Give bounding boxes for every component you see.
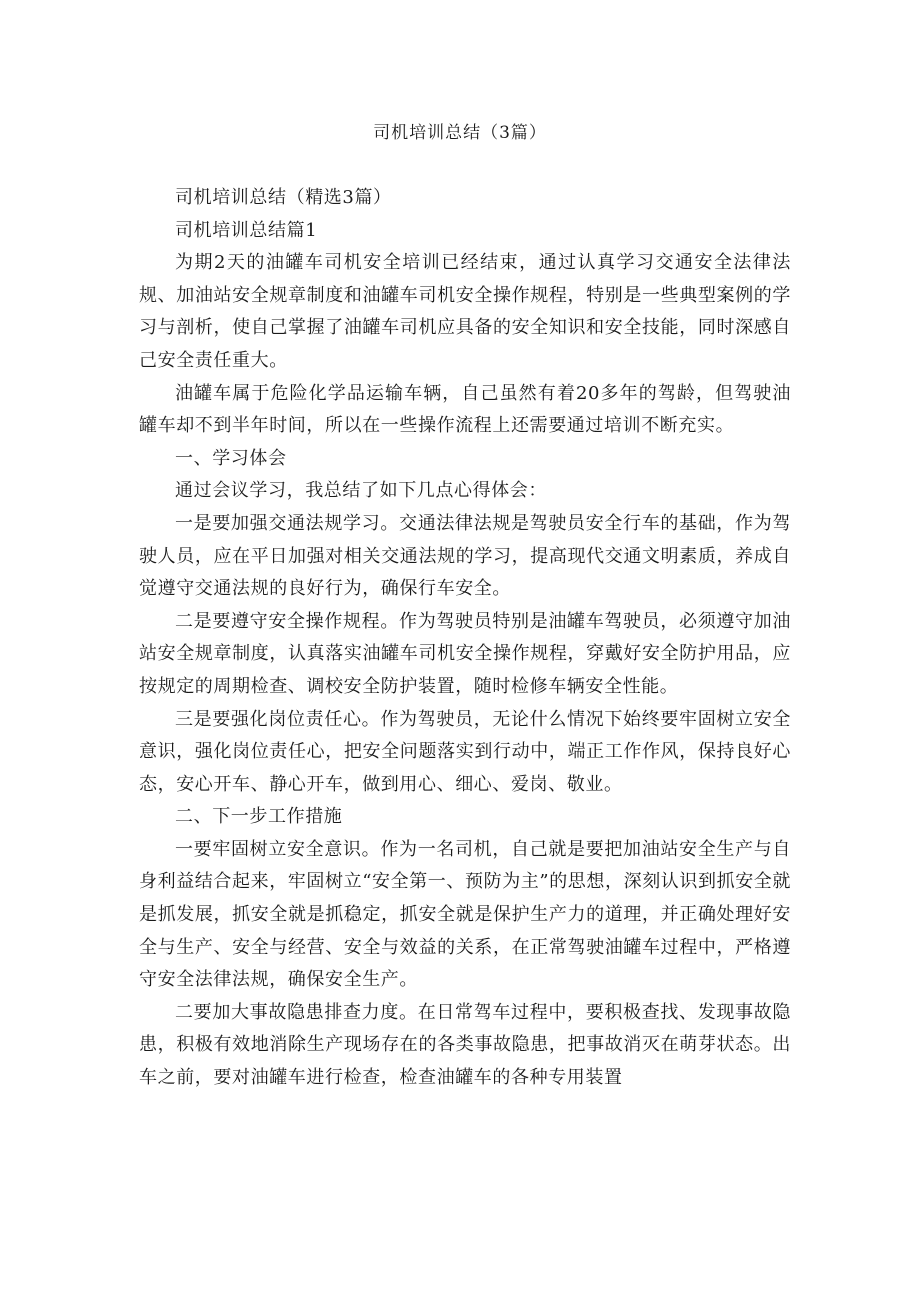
section-heading: 一、学习体会 xyxy=(175,447,287,469)
document-title: 司机培训总结（3篇） xyxy=(373,123,547,143)
section-heading: 二、下一步工作措施 xyxy=(175,806,343,828)
paragraph: 三是要强化岗位责任心。作为驾驶员，无论什么情况下始终要牢固树立安全意识，强化岗位责任心，把安全问题落实到行动中，端正工作作风，保持良好心态，安心开车、静心开车，做到用心、细心、爱岗、敬业。 xyxy=(139,708,791,795)
paragraph: 二是要遵守安全操作规程。作为驾驶员特别是油罐车驾驶员，必须遵守加油站安全规章制度，认真落实油罐车司机安全操作规程，穿戴好安全防护用品，应按规定的周期检查、调校安全防护装置，随时检修车辆安全性能。 xyxy=(139,610,791,697)
paragraph: 油罐车属于危险化学品运输车辆，自己虽然有着20多年的驾龄，但驾驶油罐车却不到半年时间，所以在一些操作流程上还需要通过培训不断充实。 xyxy=(139,382,791,437)
paragraph: 通过会议学习，我总结了如下几点心得体会： xyxy=(175,480,547,502)
subtitle: 司机培训总结（精选3篇） xyxy=(175,187,392,208)
paragraph: 一要牢固树立安全意识。作为一名司机，自己就是要把加油站安全生产与自身利益结合起来，牢固树立“安全第一、预防为主”的思想，深刻认识到抓安全就是抓发展，抓安全就是抓稳定，抓安全就是保护生产力的道理，并正确处理好安全与生产、安全与经营、安全与效益的关系，在正常驾驶油罐车过程中，严格遵守安全法律法规，确保安全生产。 xyxy=(139,838,792,991)
section-heading: 司机培训总结篇1 xyxy=(175,219,318,241)
document-body xyxy=(139,182,791,1095)
paragraph: 为期2天的油罐车司机安全培训已经结束，通过认真学习交通安全法律法规、加油站安全规章制度和油罐车司机安全操作规程，特别是一些典型案例的学习与剖析，使自己掌握了油罐车司机应具备的安全知识和安全技能，同时深感自己安全责任重大。 xyxy=(139,252,791,371)
paragraph: 二要加大事故隐患排查力度。在日常驾车过程中，要积极查找、发现事故隐患，积极有效地消除生产现场存在的各类事故隐患，把事故消灭在萌芽状态。出车之前，要对油罐车进行检查，检查油罐车的各种专用装置 xyxy=(139,1001,791,1089)
paragraph: 一是要加强交通法规学习。交通法律法规是驾驶员安全行车的基础，作为驾驶人员，应在平日加强对相关交通法规的学习，提高现代交通文明素质，养成自觉遵守交通法规的良好行为，确保行车安全。 xyxy=(139,512,791,600)
